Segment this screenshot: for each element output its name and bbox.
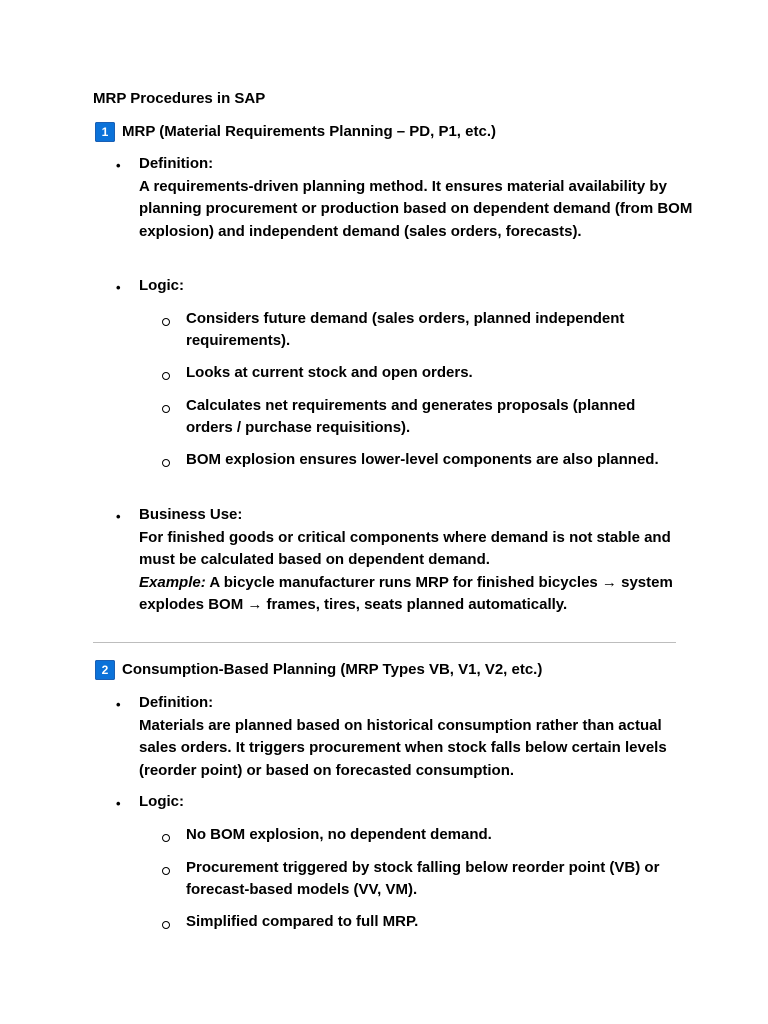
number-badge-1: 1 — [95, 122, 115, 142]
business-use-label: Business Use: — [139, 506, 243, 523]
section-1-heading — [95, 121, 496, 143]
circle-bullet-icon — [162, 318, 170, 326]
circle-bullet-icon — [162, 405, 170, 413]
bullet-icon: • — [116, 280, 121, 295]
logic-item: BOM explosion ensures lower-level components are also planned. — [186, 451, 659, 468]
section-1-definition — [139, 153, 699, 243]
bullet-icon: • — [116, 697, 121, 712]
bullet-icon: • — [116, 158, 121, 173]
circle-bullet-icon — [162, 372, 170, 380]
logic-item: No BOM explosion, no dependent demand. — [186, 826, 492, 843]
definition-label: Definition: — [139, 155, 214, 172]
definition-text: A requirements-driven planning method. It ensures material availability by planning procurement or production based on dependent demand (from BOM explosion) and independent demand (sales orders, forecasts). — [139, 177, 693, 240]
logic-item: Looks at current stock and open orders. — [186, 364, 473, 381]
logic-item: Simplified compared to full MRP. — [186, 913, 419, 930]
section-1-heading-text: MRP (Material Requirements Planning – PD, P1, etc.) — [122, 123, 496, 140]
example-label: Example: — [139, 573, 206, 591]
document-title: MRP Procedures in SAP — [93, 90, 266, 107]
example-text: A bicycle manufacturer runs MRP for finished bicycles → system explodes BOM → frames, tires, seats planned automatically. — [139, 573, 673, 613]
bullet-icon: • — [116, 509, 121, 524]
logic-label: Logic: — [139, 793, 184, 810]
section-2-definition — [139, 692, 699, 782]
logic-item: Calculates net requirements and generates proposals (planned orders / purchase requisitions). — [186, 397, 636, 436]
circle-bullet-icon — [162, 834, 170, 842]
section-divider — [93, 642, 676, 643]
definition-text: Materials are planned based on historical consumption rather than actual sales orders. It triggers procurement when stock falls below certain levels (reorder point) or based on forecasted consumption. — [139, 716, 667, 779]
number-badge-2: 2 — [95, 660, 115, 680]
logic-item: Procurement triggered by stock falling below reorder point (VB) or forecast-based models (VV, VM). — [186, 859, 660, 898]
business-use-text: For finished goods or critical components where demand is not stable and must be calculated based on dependent demand. — [139, 528, 671, 568]
section-1-business-use — [139, 504, 699, 617]
circle-bullet-icon — [162, 867, 170, 875]
example-paragraph — [139, 572, 699, 617]
section-2-heading-text: Consumption-Based Planning (MRP Types VB, V1, V2, etc.) — [122, 661, 543, 678]
section-2-heading — [95, 659, 542, 681]
logic-item: Considers future demand (sales orders, planned independent requirements). — [186, 310, 625, 349]
circle-bullet-icon — [162, 459, 170, 467]
bullet-icon: • — [116, 796, 121, 811]
circle-bullet-icon — [162, 921, 170, 929]
logic-label: Logic: — [139, 277, 184, 294]
definition-label: Definition: — [139, 694, 214, 711]
